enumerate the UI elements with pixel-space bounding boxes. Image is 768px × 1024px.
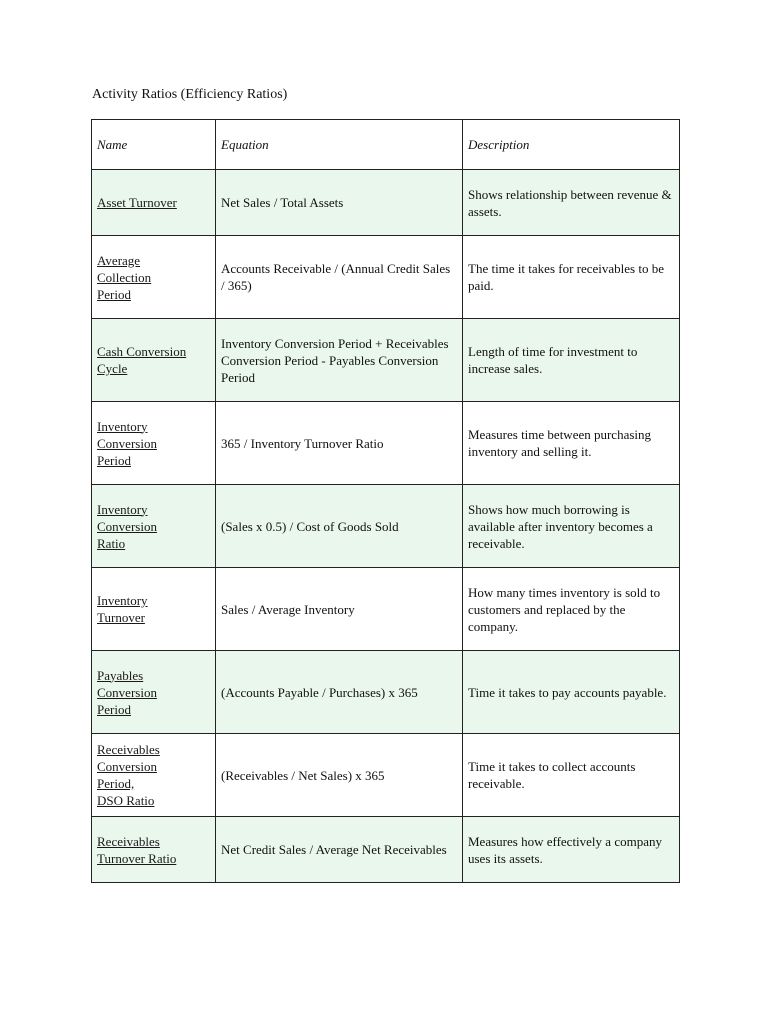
ratio-name-link[interactable]: Cash Conversion Cycle	[97, 344, 187, 376]
ratio-name-cell	[92, 734, 216, 817]
table-row	[92, 651, 680, 734]
ratio-description: Measures how effectively a company uses its assets.	[463, 817, 680, 883]
ratio-name-link[interactable]: Inventory Conversion Ratio	[97, 501, 157, 551]
ratio-description: Shows how much borrowing is available after inventory becomes a receivable.	[463, 485, 680, 568]
ratio-name-link[interactable]: Receivables Turnover Ratio	[97, 833, 177, 866]
table-header-row	[92, 120, 680, 170]
table-row	[92, 236, 680, 319]
ratio-equation: Net Credit Sales / Average Net Receivables	[216, 817, 463, 883]
ratio-name-cell	[92, 485, 216, 568]
header-name: Name	[92, 120, 216, 170]
header-description: Description	[463, 120, 680, 170]
ratio-name-link[interactable]: Inventory Conversion Period	[97, 418, 157, 468]
ratio-name-link[interactable]: Receivables Conversion Period, DSO Ratio	[97, 742, 160, 808]
ratio-description: Shows relationship between revenue & assets.	[463, 170, 680, 236]
ratio-description: Measures time between purchasing inventory and selling it.	[463, 402, 680, 485]
table-row	[92, 319, 680, 402]
table-row	[92, 734, 680, 817]
ratio-name-cell	[92, 319, 216, 402]
ratio-name-link[interactable]: Asset Turnover	[97, 195, 177, 210]
ratio-name-cell	[92, 402, 216, 485]
ratio-name-link[interactable]: Average Collection Period	[97, 252, 152, 302]
ratio-name-cell	[92, 568, 216, 651]
ratio-equation: (Receivables / Net Sales) x 365	[216, 734, 463, 817]
table-row	[92, 817, 680, 883]
table-row	[92, 402, 680, 485]
ratio-description: Length of time for investment to increase sales.	[463, 319, 680, 402]
ratio-description: Time it takes to collect accounts receivable.	[463, 734, 680, 817]
ratio-description: The time it takes for receivables to be paid.	[463, 236, 680, 319]
ratio-name-cell	[92, 170, 216, 236]
ratio-name-link[interactable]: Inventory Turnover	[97, 593, 148, 625]
table-row	[92, 568, 680, 651]
ratio-name-cell	[92, 651, 216, 734]
ratio-description: How many times inventory is sold to customers and replaced by the company.	[463, 568, 680, 651]
ratio-equation: Sales / Average Inventory	[216, 568, 463, 651]
ratio-description: Time it takes to pay accounts payable.	[463, 651, 680, 734]
ratio-name-link[interactable]: Payables Conversion Period	[97, 667, 157, 717]
ratio-equation: (Sales x 0.5) / Cost of Goods Sold	[216, 485, 463, 568]
ratio-name-cell	[92, 236, 216, 319]
ratio-equation: Accounts Receivable / (Annual Credit Sales / 365)	[216, 236, 463, 319]
header-equation: Equation	[216, 120, 463, 170]
ratio-equation: Net Sales / Total Assets	[216, 170, 463, 236]
table-row	[92, 485, 680, 568]
ratio-equation: 365 / Inventory Turnover Ratio	[216, 402, 463, 485]
ratio-equation: Inventory Conversion Period + Receivables Conversion Period - Payables Conversion Period	[216, 319, 463, 402]
ratio-equation: (Accounts Payable / Purchases) x 365	[216, 651, 463, 734]
table-row	[92, 170, 680, 236]
page-title: Activity Ratios (Efficiency Ratios)	[92, 87, 288, 102]
ratios-table	[91, 119, 680, 883]
ratio-name-cell	[92, 817, 216, 883]
